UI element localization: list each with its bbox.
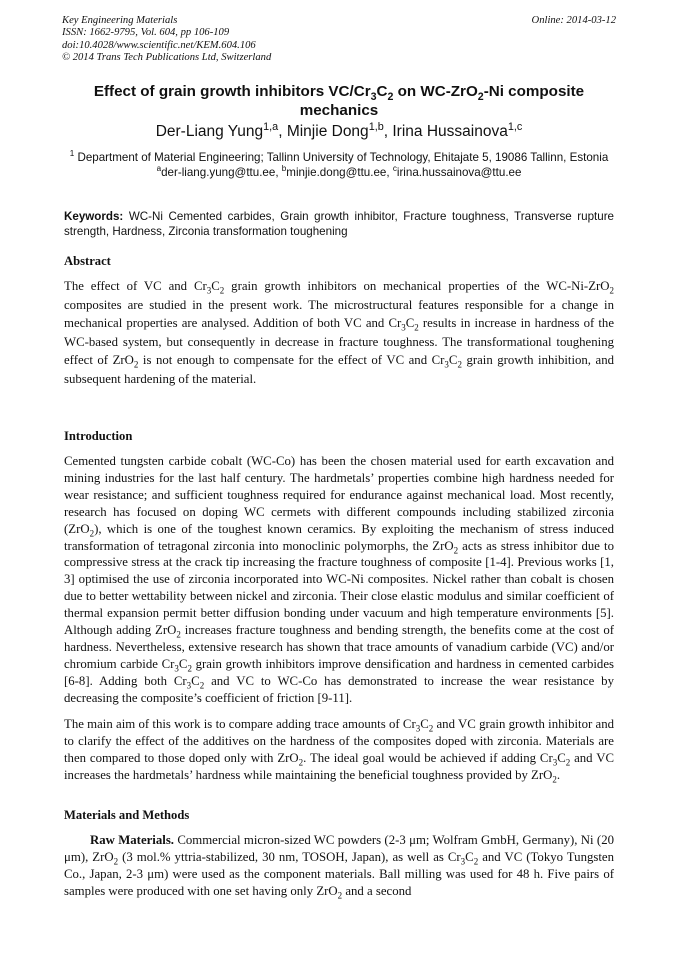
paper-title: Effect of grain growth inhibitors $VC/Cr_3C_2$ on WC-ZrO$_2$-Ni composite mechanics: [93, 83, 585, 119]
affiliation: [60, 151, 618, 181]
journal-name: Key Engineering Materials: [62, 15, 178, 26]
affiliation-address: $^1$ Department of Material Engineering; Tallinn University of Technology, Ehitajate 5, 19086 Tallinn, Estonia: [69, 149, 609, 164]
abstract-heading: Abstract: [64, 254, 111, 268]
issn-line: ISSN: 1662-9795, Vol. 604, pp 106-109: [62, 27, 230, 39]
raw-materials-label: Raw Materials.: [90, 833, 174, 847]
keywords-label: Keywords:: [64, 210, 124, 223]
online-date: Online: 2014-03-12: [531, 15, 616, 26]
author-emails: $^a$der-liang.yung@ttu.ee, $^b$minjie.dong@ttu.ee, $^c$irina.hussainova@ttu.ee: [156, 163, 522, 179]
introduction-paragraph-1: Cemented tungsten carbide cobalt (WC-Co) has been the chosen material used for earth excavation and mining industries for the last half century. The hardmetals’ properties combine high hardness needed for wear resistance; and sufficient toughness required for endurance against mechanical load. Most recently, research has focused on doping WC cermets with different compounds including stabilized zirconia (ZrO$_2$), which is one of the toughest known ceramics. By exploiting the mechanism of stress induced transformation of tetragonal zirconia into monoclinic polymorphs, the ZrO$_2$ acts as stress inhibitor due to compressive stress at the crack tip increasing the fracture toughness of composite [1-4]. Previous works [1, 3] optimised the use of zirconia incorporated into WC-Ni composites. Nickel rather than cobalt is chosen due to better wettability between nickel and zirconia. Their close elastic modulus and similar coefficient of thermal expansion permit better diffusion bonding under vacuum and high temperature environments [5]. Although adding ZrO$_2$ increases fracture toughness and bending strength, the benefits come at the cost of hardness. Nevertheless, extensive research has shown that trace amounts of vanadium carbide (VC) and/or chromium carbide $Cr_3C_2$ grain growth inhibitors improve densification and hardness in cemented carbides [6-8]. Adding both $Cr_3C_2$ and VC to WC-Co has demonstrated to increase the wear resistance by decreasing the composite’s coefficient of friction [9-11].: [64, 454, 614, 705]
copyright-line: © 2014 Trans Tech Publications Ltd, Switzerland: [62, 52, 272, 64]
introduction-paragraph-2: The main aim of this work is to compare adding trace amounts of $Cr_3C_2$ and VC grain growth inhibitor and to clarify the effect of the additives on the hardness of the composites doped with zirconia. Materials are then compared to those doped only with ZrO$_2$. The ideal goal would be achieved if adding $Cr_3C_2$ and VC increases the hardmetals’ hardness while maintaining the beneficial toughness provided by ZrO$_2$.: [64, 717, 614, 785]
author-list: Der-Liang Yung$^{1,a}$, Minjie Dong$^{1,b}$, Irina Hussainova$^{1,c}$: [155, 120, 523, 140]
introduction-heading: Introduction: [64, 429, 133, 443]
journal-header: [62, 15, 616, 65]
methods-paragraph: Raw Materials. Commercial micron-sized WC powders (2-3 μm; Wolfram GmbH, Germany), Ni (20 μm), ZrO$_2$ (3 mol.% yttria-stabilized, 30 nm, TOSOH, Japan), as well as $Cr_3C_2$ and VC (Tokyo Tungsten Co., Japan, 2-3 μm) were used as the component materials. Ball milling was used for 48 h. Five pairs of samples were produced with one set having only ZrO$_2$ and a second: [64, 833, 614, 901]
methods-heading: Materials and Methods: [64, 808, 190, 822]
doi-line: doi:10.4028/www.scientific.net/KEM.604.106: [62, 39, 256, 51]
keywords: [64, 209, 614, 239]
keywords-text: WC-Ni Cemented carbides, Grain growth inhibitor, Fracture toughness, Transverse rupture strength, Hardness, Zirconia transformation toughening: [64, 210, 614, 238]
abstract-body: The effect of VC and $Cr_3C_2$ grain growth inhibitors on mechanical properties of the WC-Ni-ZrO$_2$ composites are studied in the present work. The microstructural features responsible for a change in mechanical properties are analysed. Addition of both VC and $Cr_3C_2$ results in increase in hardness of the WC-based system, but consequently in decrease in fracture toughness. The transformational toughening effect of ZrO$_2$ is not enough to compensate for the effect of VC and $Cr_3C_2$ grain growth inhibition, and subsequent hardening of the material.: [64, 279, 614, 386]
